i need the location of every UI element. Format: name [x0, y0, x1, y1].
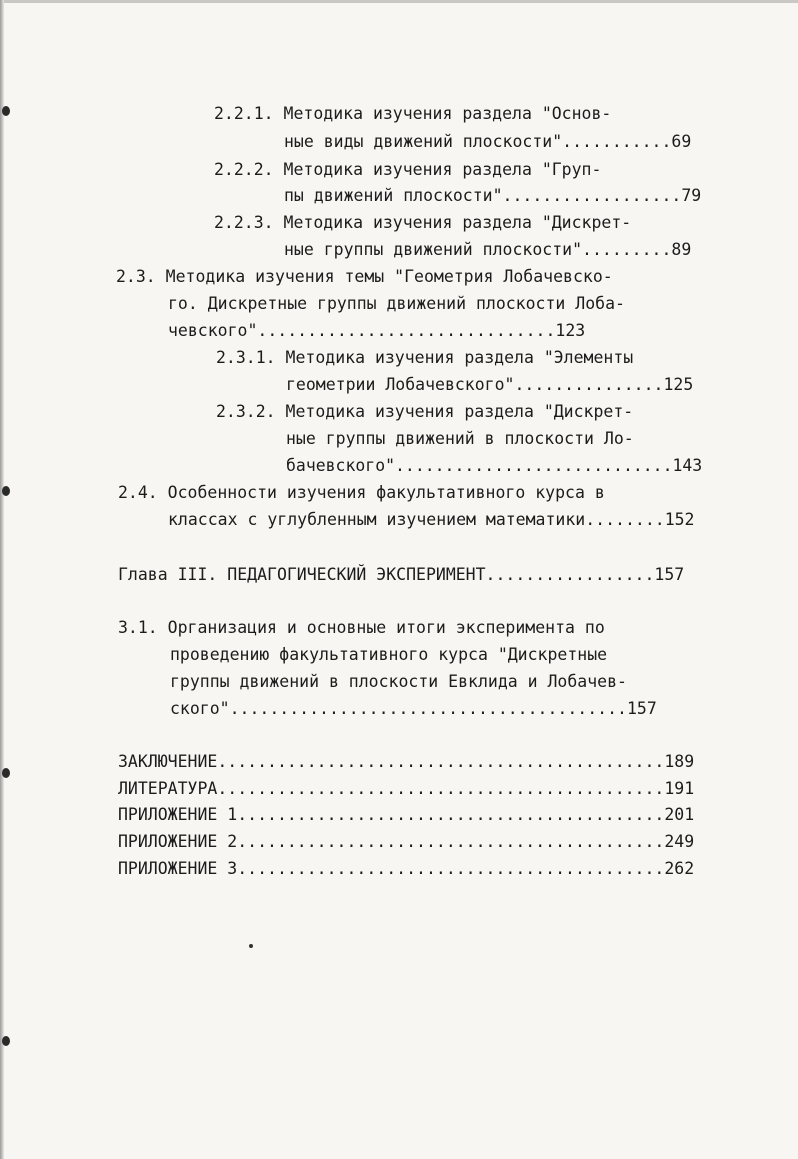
toc-line: 2.3.2. Методика изучения раздела "Дискрет-	[216, 402, 634, 421]
toc-line: 2.2.3. Методика изучения раздела "Дискрет-	[214, 213, 632, 232]
toc-line: 2.4. Особенности изучения факультативного курса в	[118, 483, 605, 502]
punch-hole	[2, 1036, 10, 1046]
toc-line: проведению факультативного курса "Дискретные	[170, 645, 608, 664]
ink-speck	[249, 944, 253, 948]
toc-line: бачевского"............................143	[286, 456, 703, 475]
toc-line: 2.3.1. Методика изучения раздела "Элементы	[216, 348, 634, 367]
toc-line: 2.3. Методика изучения темы "Геометрия Лобачевско-	[116, 267, 613, 286]
toc-line: ПРИЛОЖЕНИЕ 2...........................................249	[118, 832, 695, 851]
toc-line: 2.2.1. Методика изучения раздела "Основ-	[214, 104, 612, 123]
toc-line: группы движений в плоскости Евклида и Лобачев-	[170, 672, 627, 691]
chapter-heading: Глава III. ПЕДАГОГИЧЕСКИЙ ЭКСПЕРИМЕНТ.................157	[118, 565, 685, 584]
toc-line: ные виды движений плоскости"...........69	[284, 132, 692, 151]
toc-line: ные группы движений в плоскости Ло-	[286, 429, 634, 448]
toc-line: ского"........................................157	[170, 699, 657, 718]
toc-line: пы движений плоскости"..................79	[284, 186, 702, 205]
toc-line: го. Дискретные группы движений плоскости Лоба-	[168, 294, 625, 313]
toc-line: ЛИТЕРАТУРА.............................................191	[118, 779, 695, 798]
punch-hole	[2, 486, 10, 496]
punch-hole	[2, 106, 10, 116]
toc-line: ПРИЛОЖЕНИЕ 1...........................................201	[118, 805, 695, 824]
toc-line: классах с углубленным изучением математики........152	[168, 510, 695, 529]
toc-line: ПРИЛОЖЕНИЕ 3...........................................262	[118, 859, 695, 878]
scan-top-edge	[0, 0, 798, 3]
toc-line: геометрии Лобачевского"...............125	[286, 375, 694, 394]
toc-line: 2.2.2. Методика изучения раздела "Груп-	[214, 160, 602, 179]
punch-hole	[2, 768, 10, 778]
toc-line: 3.1. Организация и основные итоги эксперимента по	[118, 618, 605, 637]
toc-line: ЗАКЛЮЧЕНИЕ.............................................189	[118, 752, 695, 771]
scan-left-edge	[0, 0, 4, 1159]
toc-line: чевского"..............................123	[168, 321, 586, 340]
toc-line: ные группы движений плоскости".........89	[284, 240, 692, 259]
